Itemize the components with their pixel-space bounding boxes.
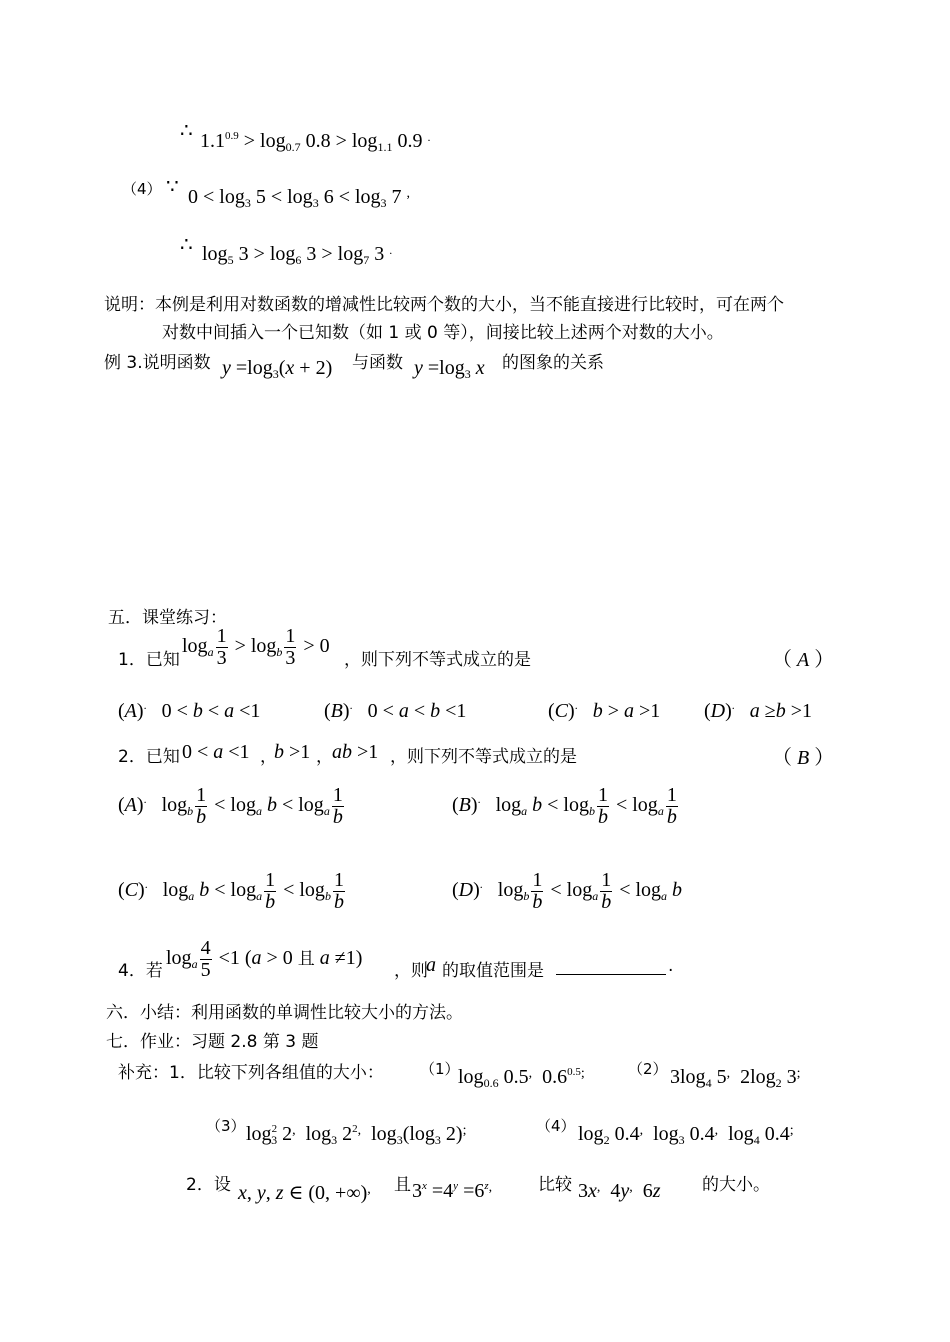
supplement-part-4-math: $\log_2 0.4^,$ $\log_3 0.4^,$ $\log_4 0.4^;$	[578, 1123, 794, 1147]
explanation-line-1: 说明：本例是利用对数函数的增减性比较两个数的大小，当不能直接进行比较时，可在两个	[104, 295, 784, 315]
question-2-prefix: 2．已知	[118, 747, 180, 767]
question-2-comma-2: ，	[316, 747, 333, 767]
therefore-symbol: ∴	[180, 232, 193, 256]
supplement-part-2-label: （2）	[628, 1060, 668, 1078]
question-2-cond-1: 0 < a <1	[182, 741, 250, 763]
q1-option-b: (B). 0 < a < b <1	[324, 698, 467, 722]
question-1-prefix: 1．已知	[118, 650, 180, 670]
supplement-part-1-math: $\log_{0.6} 0.5^,$ $0.6^{0.5;}$	[458, 1066, 585, 1090]
supplement-q2-suffix: 的大小。	[702, 1175, 770, 1195]
example-3-mid: 与函数	[352, 353, 403, 373]
question-1-answer: （ A ）	[772, 649, 835, 671]
part-4-label: （4）	[122, 180, 162, 198]
question-4-condition: $\log_a$ $\frac{4}{5}$ <1 (a > 0 且 a ≠1)	[166, 937, 363, 981]
because-symbol: ∵	[166, 174, 179, 198]
example-3-func-1: $y =\log_3(x + 2)$	[222, 357, 333, 381]
supplement-q2-and: 且	[394, 1175, 411, 1195]
q1-option-c: (C). b > a >1	[548, 698, 661, 722]
question-4-var-a: a	[426, 954, 436, 976]
question-1-suffix: ，则下列不等式成立的是	[344, 650, 531, 670]
question-1-condition: $\log_a$ $\frac{1}{3}$ > $\log_b$ $\frac{1}{3}$ > 0	[182, 625, 330, 669]
question-4-mid: ，则	[394, 961, 428, 981]
example-3-func-2: $y =\log_3$ x	[414, 357, 485, 381]
q2-option-c: (C). $\log_a b < \log_a$ $\frac{1}{b}$ < $\log_b$ $\frac{1}{b}$	[118, 869, 344, 913]
question-4-suffix: 的取值范围是	[442, 961, 544, 981]
explanation-line-2: 对数中间插入一个已知数（如 1 或 0 等），间接比较上述两个对数的大小。	[162, 323, 724, 343]
section-6-summary: 六．小结：利用函数的单调性比较大小的方法。	[106, 1003, 463, 1023]
supplement-q2-equation: $3^x =4^y =6^{z,}$	[412, 1180, 493, 1202]
question-4-prefix: 4．若	[118, 961, 163, 981]
supplement-q2-prefix: 2．设	[186, 1175, 231, 1195]
example-3-prefix: 例 3.说明函数	[104, 353, 211, 373]
math-line-3: $\log_5 3 > \log_6 3 > \log_7 3$ .	[202, 243, 393, 267]
question-4-end: .	[668, 956, 674, 976]
supplement-part-3-label: （3）	[206, 1117, 246, 1135]
therefore-symbol: ∴	[180, 118, 193, 142]
math-line-1: $1.1^{0.9} > \log_{0.7} 0.8 > \log_{1.1} 0.9$ .	[200, 130, 431, 154]
section-5-heading: 五．课堂练习：	[108, 608, 227, 628]
q1-option-d: (D). a ≥b >1	[704, 698, 813, 722]
question-2-comma-1: ，	[260, 747, 277, 767]
supplement-prefix: 补充：1．比较下列各组值的大小：	[118, 1063, 384, 1083]
supplement-part-4-label: （4）	[536, 1117, 576, 1135]
example-3-suffix: 的图象的关系	[502, 353, 604, 373]
q2-option-d: (D). $\log_b$ $\frac{1}{b}$ < $\log_a$ $\frac{1}{b}$ < $\log_a b$	[452, 869, 683, 913]
supplement-q2-values: 3x, 4y, 6z	[578, 1180, 661, 1202]
supplement-part-3-math: $\log^2_3 2^,$ $\log_3 2^{2,}$ $\log_3(\log_3$ 2);	[246, 1123, 467, 1147]
question-4-and: 且	[297, 949, 315, 970]
q2-option-a: (A). $\log_b$ $\frac{1}{b}$ < $\log_a b < \log_a$ $\frac{1}{b}$	[118, 784, 343, 828]
q1-option-a: (A). 0 < b < a <1	[118, 698, 261, 722]
question-1-answer-letter: A	[797, 649, 810, 671]
question-4-answer-blank[interactable]	[556, 956, 666, 977]
supplement-part-2-math: $3\log_4$ 5, $2\log_2$ 3;	[670, 1066, 801, 1090]
section-7-homework: 七．作业：习题 2.8 第 3 题	[106, 1032, 319, 1052]
question-2-answer-letter: B	[797, 747, 810, 769]
q2-option-b: (B). $\log_a b < \log_b$ $\frac{1}{b}$ < $\log_a$ $\frac{1}{b}$	[452, 784, 677, 828]
question-2-cond-3: ab >1	[332, 741, 379, 763]
question-2-cond-2: b >1	[274, 741, 311, 763]
supplement-q2-compare: 比较	[538, 1175, 572, 1195]
math-line-2: $0 < \log_3 5 < \log_3 6 < \log_3 7$ ,	[188, 186, 411, 210]
supplement-q2-domain: x, y, z ∈ (0, +∞),	[238, 1182, 371, 1204]
question-2-answer: （ B ）	[772, 747, 835, 769]
supplement-part-1-label: （1）	[420, 1060, 460, 1078]
question-2-suffix: ，则下列不等式成立的是	[390, 747, 577, 767]
